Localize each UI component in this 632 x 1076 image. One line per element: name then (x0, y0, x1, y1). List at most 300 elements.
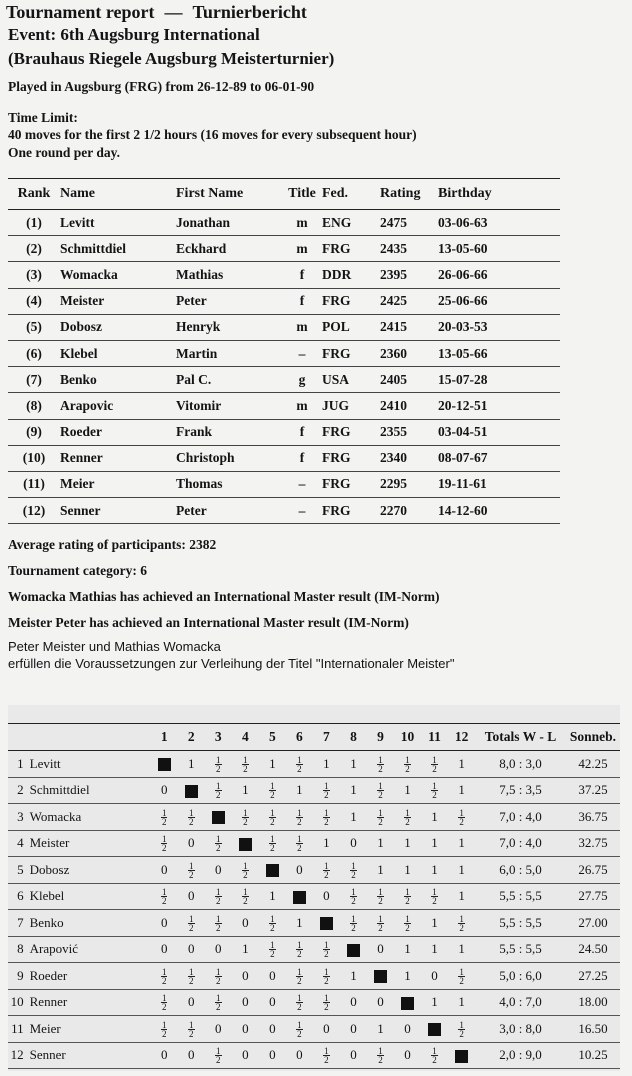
cross-result-half (313, 936, 340, 963)
cross-result-cell: 1 (394, 857, 421, 884)
cross-result-cell: 0 (394, 1042, 421, 1069)
half-fraction: $\frac{1}{2}$ (351, 860, 356, 880)
cross-player-number: 6 (8, 883, 30, 910)
title-en: Tournament report (6, 2, 155, 22)
ranking-cell-player-name: Womacka (60, 262, 176, 288)
cross-result-cell: 1 (394, 830, 421, 857)
self-block-mark (239, 838, 252, 851)
ranking-cell-rating: 2270 (380, 498, 438, 524)
half-fraction: $\frac{1}{2}$ (216, 1046, 221, 1065)
cross-result-cell: 1 (340, 751, 367, 778)
cross-result-cell: 0 (367, 936, 394, 963)
cross-result-cell: 0 (313, 1016, 340, 1043)
cross-sonneb: 18.00 (566, 989, 620, 1016)
cross-result-half (367, 777, 394, 804)
cross-totals: 7,0 : 4,0 (475, 804, 566, 831)
ranking-cell-birthday: 15-07-28 (438, 367, 560, 393)
cross-result-half (367, 883, 394, 910)
self-block-mark (185, 785, 198, 798)
self-block-mark (401, 997, 414, 1010)
played-info: Played in Augsburg (FRG) from 26-12-89 to 06-01-90 (8, 79, 315, 94)
cross-result-cell: 1 (448, 830, 475, 857)
col-name: Name (60, 179, 176, 210)
cross-player-name: Klebel (30, 883, 151, 910)
cross-result-cell: 0 (313, 883, 340, 910)
ranking-cell-rating: 2410 (380, 393, 438, 419)
cross-col-number: 10 (394, 724, 421, 751)
cross-player-number: 3 (8, 804, 30, 831)
cross-result-cell: 0 (286, 857, 313, 884)
cross-result-cell: 1 (394, 963, 421, 990)
cross-sonneb: 27.75 (566, 883, 620, 910)
half-fraction: $\frac{1}{2}$ (243, 860, 248, 880)
ranking-cell-title: m (282, 393, 322, 419)
cross-result-cell: 1 (340, 963, 367, 990)
half-fraction: $\frac{1}{2}$ (378, 807, 383, 827)
cross-row (8, 883, 620, 910)
cross-result-cell: 0 (367, 989, 394, 1016)
col-title: Title (282, 179, 322, 210)
cross-sonneb: 27.25 (566, 963, 620, 990)
col-birthday: Birthday (438, 179, 560, 210)
cross-result-cell: 1 (448, 751, 475, 778)
average-rating: Average rating of participants: 2382 (8, 537, 217, 552)
event-subtitle: (Brauhaus Riegele Augsburg Meisterturnier) (8, 49, 335, 68)
cross-row (8, 804, 620, 831)
ranking-cell-rating: 2405 (380, 367, 438, 393)
cross-player-number: 10 (8, 989, 30, 1016)
ranking-cell-federation: POL (322, 314, 380, 340)
cross-result-half (286, 936, 313, 963)
ranking-cell-rank: (12) (8, 498, 60, 524)
half-fraction: $\frac{1}{2}$ (405, 754, 410, 774)
half-fraction: $\frac{1}{2}$ (405, 887, 410, 906)
cross-row (8, 777, 620, 804)
cross-result-half (421, 1042, 448, 1069)
ranking-cell-birthday: 25-06-66 (438, 288, 560, 314)
cross-col-number: 9 (367, 724, 394, 751)
cross-totals: 4,0 : 7,0 (475, 989, 566, 1016)
half-fraction: $\frac{1}{2}$ (161, 1019, 167, 1039)
cross-result-half (448, 910, 475, 937)
cross-result-cell: 0 (340, 1042, 367, 1069)
cross-sonneb: 26.75 (566, 857, 620, 884)
cross-header-blank (8, 724, 30, 751)
ranking-row (8, 498, 560, 524)
cross-player-number: 5 (8, 857, 30, 884)
half-fraction: $\frac{1}{2}$ (378, 781, 383, 800)
cross-result-cell: 0 (286, 1042, 313, 1069)
cross-result-cell: 1 (421, 936, 448, 963)
cross-result-half (394, 883, 421, 910)
self-block-mark (347, 944, 360, 957)
cross-col-number: 2 (178, 724, 205, 751)
ranking-cell-rating: 2355 (380, 419, 438, 445)
cross-result-half (286, 1016, 313, 1043)
cross-result-cell: 0 (205, 1016, 232, 1043)
cross-result-half (205, 910, 232, 937)
ranking-cell-first-name: Jonathan (176, 210, 282, 236)
norm-meister: Meister Peter has achieved an International Master result (IM-Norm) (8, 615, 409, 630)
ranking-cell-title: f (282, 445, 322, 471)
ranking-cell-rank: (10) (8, 445, 60, 471)
cross-result-half (178, 857, 205, 884)
cross-totals: 5,5 : 5,5 (475, 936, 566, 963)
cross-totals: 2,0 : 9,0 (475, 1042, 566, 1069)
cross-result-cell: 0 (340, 1016, 367, 1043)
half-fraction: $\frac{1}{2}$ (161, 807, 167, 827)
cross-result-half (205, 830, 232, 857)
norm-womacka: Womacka Mathias has achieved an International Master result (IM-Norm) (8, 589, 440, 604)
half-fraction: $\frac{1}{2}$ (324, 993, 329, 1012)
cross-result-half (313, 857, 340, 884)
cross-result-half (313, 989, 340, 1016)
half-fraction: $\frac{1}{2}$ (324, 781, 329, 800)
cross-result-half (232, 751, 259, 778)
ranking-cell-rank: (6) (8, 340, 60, 366)
ranking-cell-birthday: 20-12-51 (438, 393, 560, 419)
ranking-cell-birthday: 26-06-66 (438, 262, 560, 288)
cross-totals: 8,0 : 3,0 (475, 751, 566, 778)
cross-player-number: 4 (8, 830, 30, 857)
cross-col-number: 7 (313, 724, 340, 751)
ranking-cell-federation: USA (322, 367, 380, 393)
half-fraction: $\frac{1}{2}$ (270, 834, 275, 853)
half-fraction: $\frac{1}{2}$ (432, 1046, 437, 1065)
cross-result-half (313, 777, 340, 804)
ranking-cell-first-name: Pal C. (176, 367, 282, 393)
cross-result-cell: 1 (286, 777, 313, 804)
ranking-row (8, 471, 560, 497)
cross-self-cell (205, 804, 232, 831)
cross-result-half (340, 910, 367, 937)
cross-result-half (448, 963, 475, 990)
cross-result-half (394, 804, 421, 831)
cross-result-half (205, 777, 232, 804)
cross-player-name: Dobosz (30, 857, 151, 884)
cross-player-name: Renner (30, 989, 151, 1016)
event-name: Event: 6th Augsburg International (8, 25, 260, 44)
cross-result-half (259, 804, 286, 831)
cross-result-cell: 0 (178, 1042, 205, 1069)
cross-result-cell: 0 (259, 1042, 286, 1069)
cross-col-number: 12 (448, 724, 475, 751)
ranking-cell-rank: (7) (8, 367, 60, 393)
ranking-cell-rating: 2395 (380, 262, 438, 288)
cross-row (8, 1016, 620, 1043)
cross-result-cell: 0 (232, 1042, 259, 1069)
ranking-cell-rank: (8) (8, 393, 60, 419)
cross-self-cell (286, 883, 313, 910)
cross-result-half (313, 963, 340, 990)
ranking-cell-title: f (282, 262, 322, 288)
cross-col-number: 3 (205, 724, 232, 751)
ranking-cell-first-name: Frank (176, 419, 282, 445)
cross-result-cell: 1 (421, 804, 448, 831)
cross-result-cell: 1 (313, 830, 340, 857)
cross-result-cell: 1 (367, 1016, 394, 1043)
time-limit: 40 moves for the first 2 1/2 hours (16 moves for every subsequent hour) (8, 127, 417, 142)
cross-result-cell: 1 (340, 804, 367, 831)
ranking-row (8, 262, 560, 288)
cross-player-number: 9 (8, 963, 30, 990)
self-block-mark (266, 864, 279, 877)
cross-result-half (232, 857, 259, 884)
ranking-cell-rating: 2360 (380, 340, 438, 366)
cross-self-cell (340, 936, 367, 963)
cross-result-cell: 1 (367, 830, 394, 857)
half-fraction: $\frac{1}{2}$ (297, 1019, 302, 1039)
cross-result-half (178, 1016, 205, 1043)
cross-result-half (259, 936, 286, 963)
ranking-cell-rank: (11) (8, 471, 60, 497)
ranking-cell-federation: FRG (322, 340, 380, 366)
ranking-table (8, 178, 560, 524)
ranking-row (8, 288, 560, 314)
ranking-cell-first-name: Christoph (176, 445, 282, 471)
cross-col-number: 6 (286, 724, 313, 751)
cross-col-number: 1 (151, 724, 178, 751)
ranking-cell-first-name: Peter (176, 498, 282, 524)
ranking-cell-rank: (2) (8, 236, 60, 262)
cross-result-half (340, 857, 367, 884)
cross-player-name: Levitt (30, 751, 151, 778)
cross-row (8, 910, 620, 937)
title-separator: — (164, 2, 183, 22)
half-fraction: $\frac{1}{2}$ (161, 993, 167, 1012)
cross-result-cell: 0 (232, 910, 259, 937)
cross-self-cell (448, 1042, 475, 1069)
half-fraction: $\frac{1}{2}$ (378, 887, 383, 906)
ranking-cell-rating: 2295 (380, 471, 438, 497)
ranking-cell-federation: FRG (322, 288, 380, 314)
half-fraction: $\frac{1}{2}$ (216, 754, 221, 774)
cross-result-half (178, 804, 205, 831)
half-fraction: $\frac{1}{2}$ (216, 834, 221, 853)
cross-self-cell (178, 777, 205, 804)
cross-player-number: 2 (8, 777, 30, 804)
cross-result-half (286, 804, 313, 831)
cross-totals: 5,5 : 5,5 (475, 910, 566, 937)
cross-result-half (286, 830, 313, 857)
ranking-row (8, 210, 560, 236)
half-fraction: $\frac{1}{2}$ (324, 966, 329, 986)
ranking-cell-first-name: Thomas (176, 471, 282, 497)
half-fraction: $\frac{1}{2}$ (432, 887, 437, 906)
cross-result-half (232, 883, 259, 910)
half-fraction: $\frac{1}{2}$ (270, 940, 275, 959)
cross-result-cell: 1 (232, 777, 259, 804)
ranking-cell-title: m (282, 210, 322, 236)
cross-result-cell: 1 (394, 777, 421, 804)
cross-result-cell: 0 (151, 857, 178, 884)
cross-player-number: 12 (8, 1042, 30, 1069)
half-fraction: $\frac{1}{2}$ (324, 807, 329, 827)
ranking-cell-rating: 2415 (380, 314, 438, 340)
ranking-cell-title: g (282, 367, 322, 393)
col-rank: Rank (8, 179, 60, 210)
ranking-cell-first-name: Mathias (176, 262, 282, 288)
cross-result-cell: 0 (178, 830, 205, 857)
half-fraction: $\frac{1}{2}$ (216, 781, 221, 800)
cross-result-cell: 0 (259, 1016, 286, 1043)
cross-body (8, 751, 620, 1069)
cross-result-cell: 1 (178, 751, 205, 778)
ranking-cell-birthday: 14-12-60 (438, 498, 560, 524)
half-fraction: $\frac{1}{2}$ (378, 913, 383, 933)
cross-result-cell: 0 (340, 989, 367, 1016)
ranking-cell-player-name: Benko (60, 367, 176, 393)
cross-result-half (367, 1042, 394, 1069)
half-fraction: $\frac{1}{2}$ (351, 913, 356, 933)
cross-player-name: Senner (30, 1042, 151, 1069)
cross-self-cell (232, 830, 259, 857)
ranking-cell-rating: 2435 (380, 236, 438, 262)
cross-result-half (394, 751, 421, 778)
cross-result-half (421, 751, 448, 778)
half-fraction: $\frac{1}{2}$ (324, 1046, 329, 1065)
cross-player-name: Womacka (30, 804, 151, 831)
cross-result-half (286, 751, 313, 778)
cross-result-half (178, 910, 205, 937)
ranking-cell-player-name: Dobosz (60, 314, 176, 340)
cross-result-cell: 1 (421, 989, 448, 1016)
cross-row (8, 989, 620, 1016)
cross-row (8, 751, 620, 778)
ranking-cell-first-name: Martin (176, 340, 282, 366)
half-fraction: $\frac{1}{2}$ (189, 860, 194, 880)
cross-result-cell: 1 (448, 989, 475, 1016)
cross-result-cell: 0 (178, 936, 205, 963)
cross-result-half (151, 989, 178, 1016)
cross-sonneb: 36.75 (566, 804, 620, 831)
cross-player-number: 11 (8, 1016, 30, 1043)
title-note-line2: erfüllen die Voraussetzungen zur Verleihung der Titel "Internationaler Meister" (8, 656, 455, 671)
cross-totals: 5,0 : 6,0 (475, 963, 566, 990)
cross-result-cell: 1 (286, 910, 313, 937)
cross-result-half (205, 989, 232, 1016)
ranking-cell-first-name: Henryk (176, 314, 282, 340)
cross-result-cell: 0 (421, 963, 448, 990)
cross-result-half (313, 1042, 340, 1069)
cross-col-number: 11 (421, 724, 448, 751)
half-fraction: $\frac{1}{2}$ (405, 807, 410, 827)
cross-result-cell: 0 (151, 777, 178, 804)
cross-result-half (367, 910, 394, 937)
ranking-cell-title: – (282, 471, 322, 497)
self-block-mark (212, 811, 225, 824)
cross-result-cell: 1 (448, 936, 475, 963)
cross-player-number: 1 (8, 751, 30, 778)
ranking-cell-birthday: 08-07-67 (438, 445, 560, 471)
ranking-row (8, 367, 560, 393)
cross-sonneb: 24.50 (566, 936, 620, 963)
cross-result-half (259, 910, 286, 937)
ranking-cell-rank: (3) (8, 262, 60, 288)
ranking-cell-federation: FRG (322, 471, 380, 497)
cross-result-cell: 1 (448, 883, 475, 910)
cross-result-cell: 0 (232, 963, 259, 990)
ranking-cell-player-name: Senner (60, 498, 176, 524)
cross-totals: 7,0 : 4,0 (475, 830, 566, 857)
cross-row (8, 830, 620, 857)
cross-result-half (151, 963, 178, 990)
ranking-cell-title: f (282, 288, 322, 314)
cross-sonneb: 27.00 (566, 910, 620, 937)
ranking-cell-federation: FRG (322, 419, 380, 445)
half-fraction: $\frac{1}{2}$ (297, 993, 302, 1012)
half-fraction: $\frac{1}{2}$ (432, 781, 437, 800)
cross-result-cell: 0 (259, 963, 286, 990)
half-fraction: $\frac{1}{2}$ (324, 940, 329, 959)
half-fraction: $\frac{1}{2}$ (405, 913, 410, 933)
cross-result-cell: 1 (367, 857, 394, 884)
cross-result-half (151, 883, 178, 910)
self-block-mark (428, 1023, 441, 1036)
ranking-cell-rating: 2425 (380, 288, 438, 314)
half-fraction: $\frac{1}{2}$ (432, 754, 437, 774)
ranking-cell-rank: (4) (8, 288, 60, 314)
half-fraction: $\frac{1}{2}$ (189, 966, 194, 986)
cross-result-cell: 0 (232, 989, 259, 1016)
cross-result-half (394, 910, 421, 937)
cross-result-half (421, 777, 448, 804)
cross-result-cell: 1 (259, 883, 286, 910)
cross-col-number: 8 (340, 724, 367, 751)
cross-result-cell: 0 (232, 1016, 259, 1043)
cross-result-cell: 1 (421, 830, 448, 857)
cross-result-half (151, 804, 178, 831)
ranking-cell-federation: FRG (322, 445, 380, 471)
cross-result-cell: 0 (205, 857, 232, 884)
ranking-cell-birthday: 13-05-60 (438, 236, 560, 262)
cross-result-cell: 0 (151, 936, 178, 963)
ranking-cell-player-name: Schmittdiel (60, 236, 176, 262)
ranking-cell-federation: ENG (322, 210, 380, 236)
self-block-mark (455, 1050, 468, 1063)
ranking-body (8, 210, 560, 524)
cross-sonneb: 42.25 (566, 751, 620, 778)
rounds-info: One round per day. (8, 145, 121, 160)
cross-result-half (340, 883, 367, 910)
cross-self-cell (151, 751, 178, 778)
half-fraction: $\frac{1}{2}$ (216, 993, 221, 1012)
cross-result-half (232, 804, 259, 831)
ranking-cell-federation: FRG (322, 498, 380, 524)
cross-result-cell: 0 (259, 989, 286, 1016)
col-rating: Rating (380, 179, 438, 210)
cross-self-cell (421, 1016, 448, 1043)
cross-col-sonneb: Sonneb. (566, 724, 620, 751)
half-fraction: $\frac{1}{2}$ (270, 913, 275, 933)
half-fraction: $\frac{1}{2}$ (216, 966, 221, 986)
col-first-name: First Name (176, 179, 282, 210)
cross-result-half (367, 804, 394, 831)
cross-result-cell: 0 (151, 1042, 178, 1069)
cross-row (8, 857, 620, 884)
half-fraction: $\frac{1}{2}$ (270, 781, 275, 800)
cross-result-half (205, 963, 232, 990)
cross-result-half (205, 883, 232, 910)
cross-row (8, 963, 620, 990)
tournament-category: Tournament category: 6 (8, 563, 147, 578)
cross-player-name: Meier (30, 1016, 151, 1043)
half-fraction: $\frac{1}{2}$ (216, 913, 221, 933)
half-fraction: $\frac{1}{2}$ (297, 807, 302, 827)
time-limit-label: Time Limit: (8, 110, 78, 125)
half-fraction: $\frac{1}{2}$ (324, 860, 329, 880)
cross-sonneb: 37.25 (566, 777, 620, 804)
